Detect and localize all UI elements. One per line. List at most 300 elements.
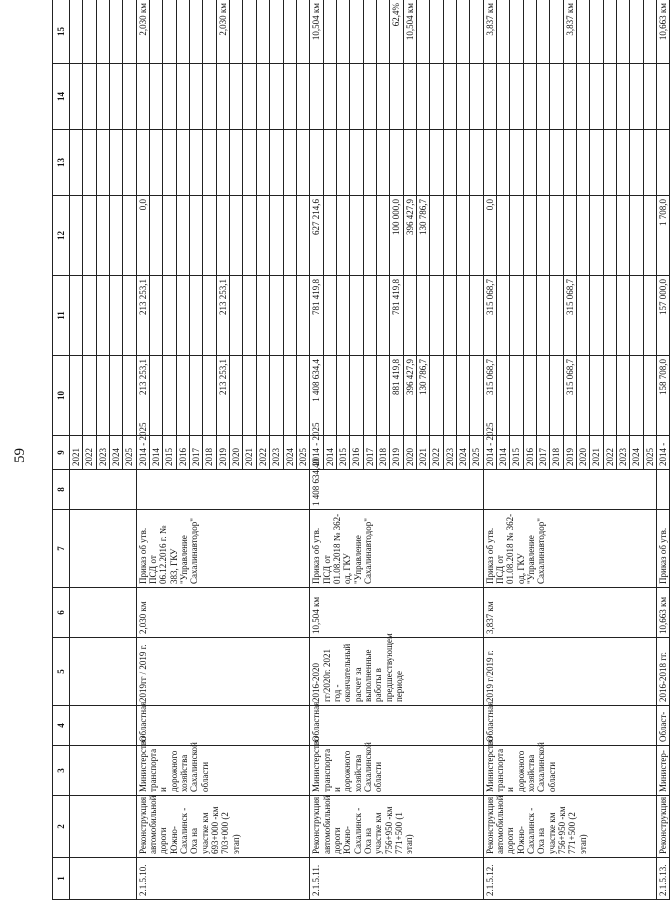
total-cell — [470, 356, 483, 436]
year-cell: 2019 — [563, 436, 576, 470]
result-cell — [323, 0, 336, 64]
regional-cell — [443, 196, 456, 276]
empty-cell — [96, 356, 109, 436]
col13-cell — [643, 130, 656, 196]
col13-cell — [590, 130, 603, 196]
table-row — [657, 0, 670, 900]
federal-cell — [523, 276, 536, 356]
empty-cell — [96, 64, 109, 130]
total-cell: 213 253,1 — [136, 356, 149, 436]
period: 2019гг / 2019 г. — [136, 638, 309, 706]
total-cell — [550, 356, 563, 436]
result-cell: 3,837 км — [483, 0, 496, 64]
period: 2019 г/2019 г. — [483, 638, 656, 706]
regional-cell — [510, 196, 523, 276]
total-cell — [456, 356, 469, 436]
regional-cell — [336, 196, 349, 276]
year-cell: 2024 — [110, 436, 123, 470]
result-cell — [470, 0, 483, 64]
result-cell — [617, 0, 630, 64]
col14-cell — [537, 64, 550, 130]
estimate — [136, 470, 309, 510]
result-cell — [296, 0, 309, 64]
federal-cell — [323, 276, 336, 356]
level: Областная — [310, 706, 483, 746]
col13-cell — [470, 130, 483, 196]
col13-cell — [150, 130, 163, 196]
row-id: 2.1.5.11. — [310, 858, 483, 900]
empty-cell — [96, 276, 109, 356]
estimate — [657, 470, 670, 510]
empty-cell — [110, 276, 123, 356]
regional-cell: 0,0 — [483, 196, 496, 276]
col14-cell — [643, 64, 656, 130]
empty-cell — [96, 130, 109, 196]
object-name: Реконструкция автомобильной дороги Южно-Сахалинск - Оха на участке км 756+950 -км 771+500 (2 этап) — [483, 796, 656, 858]
regional-cell: 627 214,6 — [310, 196, 323, 276]
col13-cell — [283, 130, 296, 196]
regional-cell — [163, 196, 176, 276]
regional-cell: 0,0 — [136, 196, 149, 276]
col14-cell — [456, 64, 469, 130]
col14-cell — [376, 64, 389, 130]
total-cell — [243, 356, 256, 436]
result-cell — [350, 0, 363, 64]
regional-cell: 100 000,0 — [390, 196, 403, 276]
total-cell — [150, 356, 163, 436]
col13-cell — [176, 130, 189, 196]
year-cell: 2021 — [243, 436, 256, 470]
regional-cell — [617, 196, 630, 276]
federal-cell — [190, 276, 203, 356]
result-cell — [336, 0, 349, 64]
empty-cell — [123, 276, 136, 356]
result-cell — [363, 0, 376, 64]
empty-cell — [70, 746, 137, 796]
result-cell — [643, 0, 656, 64]
regional-cell — [363, 196, 376, 276]
federal-cell — [617, 276, 630, 356]
document: Приказ об утв. — [657, 510, 670, 588]
empty-cell — [110, 130, 123, 196]
total-cell — [430, 356, 443, 436]
total-cell — [376, 356, 389, 436]
regional-cell — [256, 196, 269, 276]
empty-cell — [110, 356, 123, 436]
empty-cell — [70, 588, 137, 638]
year-cell: 2020 — [577, 436, 590, 470]
regional-cell: 396 427,9 — [403, 196, 416, 276]
year-cell: 2024 — [456, 436, 469, 470]
total-cell — [350, 356, 363, 436]
year-cell: 2018 — [550, 436, 563, 470]
col13-cell — [350, 130, 363, 196]
year-cell: 2025 — [123, 436, 136, 470]
col13-cell — [270, 130, 283, 196]
col13-cell — [416, 130, 429, 196]
total-cell: 130 786,7 — [416, 356, 429, 436]
empty-cell — [70, 510, 137, 588]
year-cell: 2016 — [176, 436, 189, 470]
regional-cell — [550, 196, 563, 276]
regional-cell — [150, 196, 163, 276]
regional-cell — [283, 196, 296, 276]
regional-cell — [470, 196, 483, 276]
year-cell: 2017 — [363, 436, 376, 470]
col13-cell — [630, 130, 643, 196]
result-cell: 3,837 км — [563, 0, 576, 64]
federal-cell: 315 068,7 — [483, 276, 496, 356]
regional-cell — [323, 196, 336, 276]
total-cell — [270, 356, 283, 436]
regional-cell — [590, 196, 603, 276]
total-cell — [190, 356, 203, 436]
total-cell — [590, 356, 603, 436]
column-header-2: 2 — [53, 796, 70, 858]
col13-cell — [310, 130, 323, 196]
col14-cell — [243, 64, 256, 130]
regional-cell — [603, 196, 616, 276]
length: 10,663 км — [657, 588, 670, 638]
document: Приказ об утв. ПСД от 01.08.2018 № 362-од, ГКУ "Управление Сахалинавтодор" — [483, 510, 656, 588]
regional-cell — [497, 196, 510, 276]
year-cell: 2015 — [336, 436, 349, 470]
col14-cell — [323, 64, 336, 130]
col13-cell — [363, 130, 376, 196]
row-id: 2.1.5.10. — [136, 858, 309, 900]
empty-cell — [83, 356, 96, 436]
col14-cell — [603, 64, 616, 130]
year-cell: 2022 — [83, 436, 96, 470]
col13-cell — [323, 130, 336, 196]
empty-cell — [70, 276, 83, 356]
year-cell: 2023 — [270, 436, 283, 470]
regional-cell — [643, 196, 656, 276]
col13-cell — [430, 130, 443, 196]
col13-cell — [296, 130, 309, 196]
column-header-6: 6 — [53, 588, 70, 638]
federal-cell — [403, 276, 416, 356]
executor: Министерство транспорта и дорожного хозяйства Сахалинской области — [136, 746, 309, 796]
empty-cell — [70, 356, 83, 436]
federal-cell — [456, 276, 469, 356]
col13-cell — [510, 130, 523, 196]
total-cell: 158 708,0 — [657, 356, 670, 436]
empty-cell — [70, 470, 137, 510]
federal-cell — [470, 276, 483, 356]
col13-cell — [456, 130, 469, 196]
result-cell — [176, 0, 189, 64]
col14-cell — [256, 64, 269, 130]
empty-cell — [123, 196, 136, 276]
col13-cell — [230, 130, 243, 196]
col14-cell — [523, 64, 536, 130]
col14-cell — [416, 64, 429, 130]
result-cell — [376, 0, 389, 64]
result-cell — [550, 0, 563, 64]
empty-cell — [110, 64, 123, 130]
col14-cell — [590, 64, 603, 130]
column-header-13: 13 — [53, 130, 70, 196]
empty-cell — [70, 130, 83, 196]
year-cell: 2023 — [617, 436, 630, 470]
document: Приказ об утв. ПСД от 01.08.2018 № 362-од, ГКУ "Управление Сахалинавтодор" — [310, 510, 483, 588]
table-sheet — [52, 3, 669, 900]
federal-cell — [590, 276, 603, 356]
result-cell — [430, 0, 443, 64]
col14-cell — [630, 64, 643, 130]
col14-cell — [430, 64, 443, 130]
regional-cell — [203, 196, 216, 276]
col14-cell — [203, 64, 216, 130]
col14-cell — [136, 64, 149, 130]
regional-cell — [243, 196, 256, 276]
result-cell — [590, 0, 603, 64]
federal-cell — [296, 276, 309, 356]
program-table — [52, 0, 670, 900]
column-header-3: 3 — [53, 746, 70, 796]
empty-cell — [70, 796, 137, 858]
federal-cell: 781 419,8 — [310, 276, 323, 356]
col14-cell — [470, 64, 483, 130]
document: Приказ об утв. ПСД от 06.12.2016 г. № 383, ГКУ "Управление Сахалинавтодор" — [136, 510, 309, 588]
table-body — [70, 0, 670, 900]
col13-cell — [657, 130, 670, 196]
year-cell: 2024 — [630, 436, 643, 470]
col14-cell — [310, 64, 323, 130]
year-cell: 2019 — [216, 436, 229, 470]
federal-cell — [416, 276, 429, 356]
result-cell — [443, 0, 456, 64]
federal-cell: 213 253,1 — [216, 276, 229, 356]
federal-cell — [510, 276, 523, 356]
federal-cell — [283, 276, 296, 356]
table-row — [136, 0, 149, 900]
year-cell: 2018 — [203, 436, 216, 470]
total-cell: 315 068,7 — [483, 356, 496, 436]
table-row — [70, 0, 83, 900]
column-header-5: 5 — [53, 638, 70, 706]
empty-cell — [110, 0, 123, 64]
col14-cell — [657, 64, 670, 130]
result-cell: 2,030 км — [136, 0, 149, 64]
year-cell: 2014 - 2025 — [136, 436, 149, 470]
federal-cell — [230, 276, 243, 356]
col13-cell — [163, 130, 176, 196]
year-cell: 2025 — [470, 436, 483, 470]
col13-cell — [403, 130, 416, 196]
year-cell: 2025 — [296, 436, 309, 470]
federal-cell — [336, 276, 349, 356]
col13-cell — [203, 130, 216, 196]
year-cell: 2022 — [256, 436, 269, 470]
year-cell: 2021 — [590, 436, 603, 470]
empty-cell — [110, 196, 123, 276]
executor: Министер- — [657, 746, 670, 796]
col14-cell — [443, 64, 456, 130]
result-cell — [456, 0, 469, 64]
regional-cell: 1 708,0 — [657, 196, 670, 276]
object-name: Реконструкция автомобильной дороги Южно-Сахалинск - Оха на участке км 756+950 -км 771+500 (1 этап) — [310, 796, 483, 858]
federal-cell — [537, 276, 550, 356]
executor: Министерство транспорта и дорожного хозяйства Сахалинской области — [483, 746, 656, 796]
year-cell: 2019 — [390, 436, 403, 470]
regional-cell — [216, 196, 229, 276]
col14-cell — [403, 64, 416, 130]
year-cell: 2014 - — [657, 436, 670, 470]
estimate — [483, 470, 656, 510]
total-cell — [497, 356, 510, 436]
result-cell — [230, 0, 243, 64]
empty-cell — [83, 64, 96, 130]
empty-cell — [70, 196, 83, 276]
federal-cell — [643, 276, 656, 356]
total-cell — [323, 356, 336, 436]
result-cell — [190, 0, 203, 64]
regional-cell — [350, 196, 363, 276]
empty-cell — [83, 276, 96, 356]
year-cell: 2023 — [443, 436, 456, 470]
federal-cell — [550, 276, 563, 356]
regional-cell — [563, 196, 576, 276]
column-header-7: 7 — [53, 510, 70, 588]
col13-cell — [563, 130, 576, 196]
result-cell — [256, 0, 269, 64]
col13-cell — [483, 130, 496, 196]
col13-cell — [497, 130, 510, 196]
year-cell: 2016 — [523, 436, 536, 470]
result-cell — [416, 0, 429, 64]
empty-cell — [123, 356, 136, 436]
col13-cell — [336, 130, 349, 196]
regional-cell — [456, 196, 469, 276]
column-header-9: 9 — [53, 436, 70, 470]
year-cell: 2017 — [190, 436, 203, 470]
column-header-10: 10 — [53, 356, 70, 436]
table-row — [483, 0, 496, 900]
col13-cell — [537, 130, 550, 196]
regional-cell — [430, 196, 443, 276]
total-cell — [643, 356, 656, 436]
result-cell — [630, 0, 643, 64]
year-cell: 2014 — [497, 436, 510, 470]
total-cell — [537, 356, 550, 436]
row-id: 2.1.5.13. — [657, 858, 670, 900]
federal-cell — [430, 276, 443, 356]
col13-cell — [550, 130, 563, 196]
total-cell — [603, 356, 616, 436]
object-name: Реконструкция автомобильной дороги Южно-Сахалинск - Оха на участке км 693+000 -км 703+000 (2 этап) — [136, 796, 309, 858]
federal-cell — [243, 276, 256, 356]
result-cell — [150, 0, 163, 64]
year-cell: 2014 — [150, 436, 163, 470]
col13-cell — [376, 130, 389, 196]
total-cell — [336, 356, 349, 436]
result-cell — [523, 0, 536, 64]
col13-cell — [617, 130, 630, 196]
year-cell: 2017 — [537, 436, 550, 470]
regional-cell — [577, 196, 590, 276]
result-cell — [603, 0, 616, 64]
total-cell: 1 408 634,4 — [310, 356, 323, 436]
col13-cell — [577, 130, 590, 196]
federal-cell — [150, 276, 163, 356]
level: Областная — [136, 706, 309, 746]
col13-cell — [390, 130, 403, 196]
period: 2016-2020 гг/2020г. 2021 год - окончательный расчет за выполненные работы в предшествующем периоде — [310, 638, 483, 706]
federal-cell — [363, 276, 376, 356]
year-cell: 2015 — [510, 436, 523, 470]
total-cell — [283, 356, 296, 436]
empty-cell — [83, 196, 96, 276]
col13-cell — [603, 130, 616, 196]
page-number-text: 59 — [11, 448, 28, 463]
total-cell: 396 427,9 — [403, 356, 416, 436]
empty-cell — [70, 706, 137, 746]
year-cell: 2020 — [403, 436, 416, 470]
empty-cell — [123, 130, 136, 196]
column-header-15: 15 — [53, 0, 70, 64]
regional-cell: 130 786,7 — [416, 196, 429, 276]
empty-cell — [70, 64, 83, 130]
col14-cell — [336, 64, 349, 130]
column-header-4: 4 — [53, 706, 70, 746]
federal-cell — [443, 276, 456, 356]
year-cell: 2015 — [163, 436, 176, 470]
result-cell: 2,030 км — [216, 0, 229, 64]
result-cell — [283, 0, 296, 64]
result-cell — [243, 0, 256, 64]
result-cell — [203, 0, 216, 64]
regional-cell — [537, 196, 550, 276]
year-cell: 2020 — [230, 436, 243, 470]
year-cell: 2014 — [323, 436, 336, 470]
empty-cell — [123, 64, 136, 130]
regional-cell — [376, 196, 389, 276]
result-cell — [270, 0, 283, 64]
col13-cell — [190, 130, 203, 196]
year-cell: 2014 - 2025 — [483, 436, 496, 470]
year-cell: 2024 — [283, 436, 296, 470]
col14-cell — [176, 64, 189, 130]
col14-cell — [483, 64, 496, 130]
column-header-12: 12 — [53, 196, 70, 276]
total-cell — [630, 356, 643, 436]
column-header-1: 1 — [53, 858, 70, 900]
year-cell: 2025 — [643, 436, 656, 470]
result-cell — [497, 0, 510, 64]
year-cell: 2014 - 2025 — [310, 436, 323, 470]
col14-cell — [577, 64, 590, 130]
col14-cell — [497, 64, 510, 130]
object-name: Реконструкция — [657, 796, 670, 858]
total-cell — [163, 356, 176, 436]
empty-cell — [70, 638, 137, 706]
col13-cell — [256, 130, 269, 196]
total-cell — [296, 356, 309, 436]
empty-cell — [83, 0, 96, 64]
federal-cell: 315 068,7 — [563, 276, 576, 356]
executor: Министерство транспорта и дорожного хозяйства Сахалинской области — [310, 746, 483, 796]
estimate: 1 408 634,40 — [310, 470, 483, 510]
result-cell: 62,4% — [390, 0, 403, 64]
regional-cell — [523, 196, 536, 276]
col13-cell — [523, 130, 536, 196]
result-cell — [577, 0, 590, 64]
period: 2016-2018 гг. — [657, 638, 670, 706]
federal-cell — [176, 276, 189, 356]
regional-cell — [190, 196, 203, 276]
